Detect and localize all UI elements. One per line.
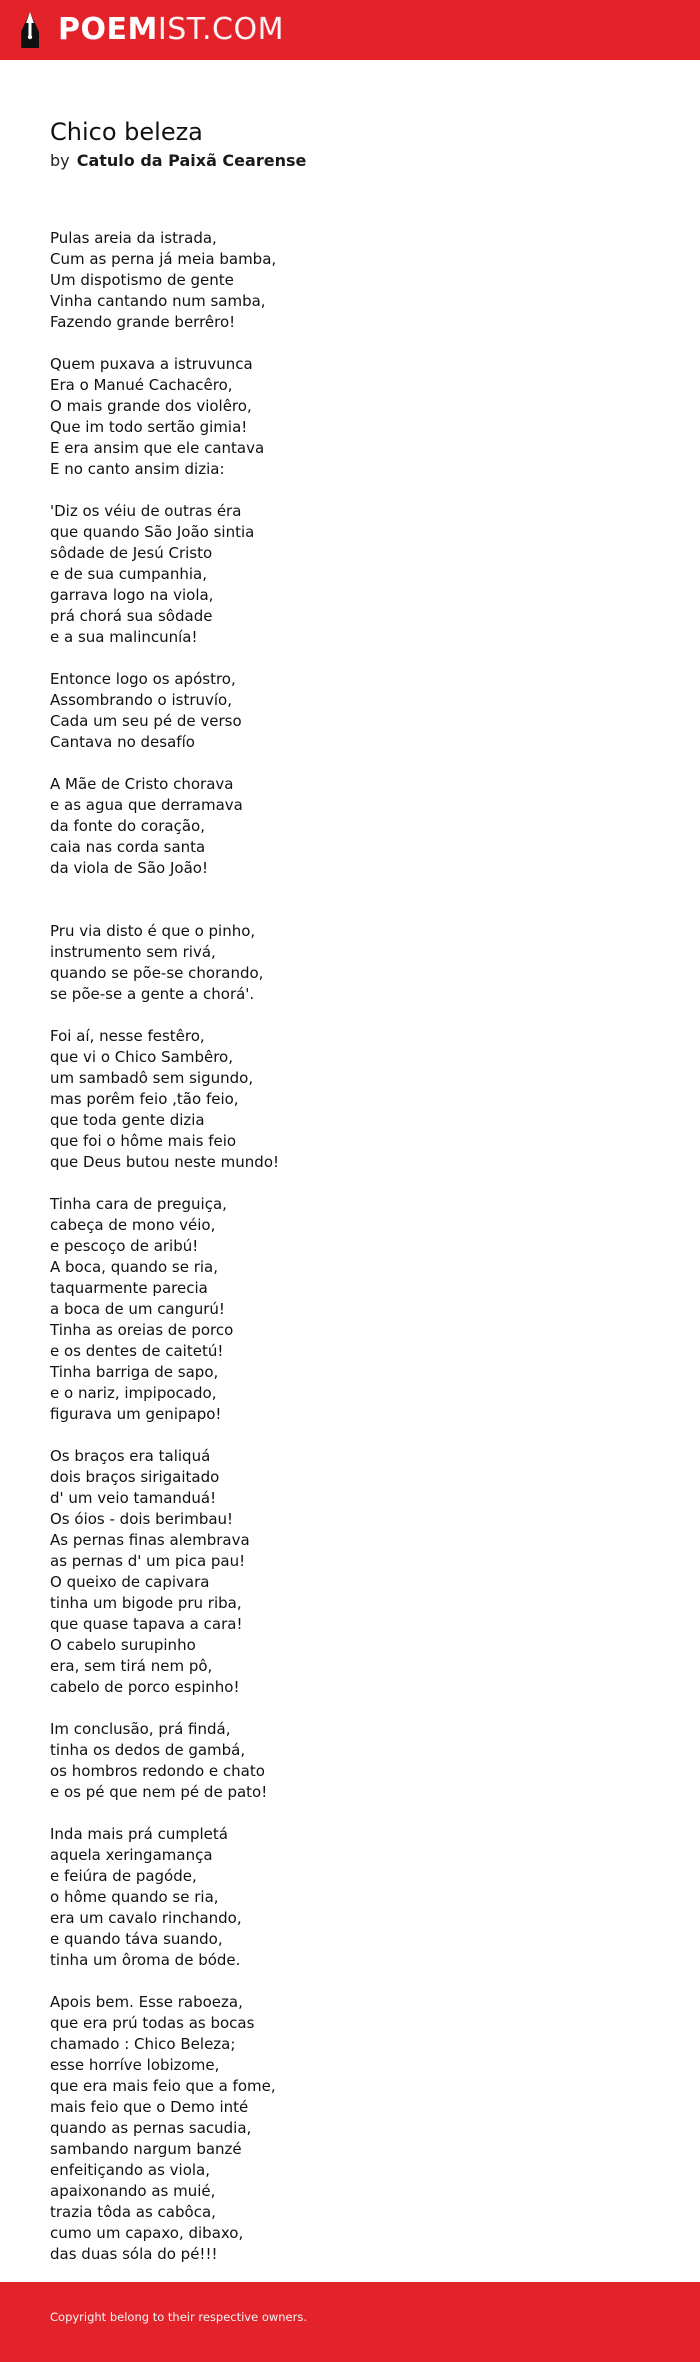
logo-text-light: IST.COM [157,12,284,47]
site-footer [0,2282,700,2362]
logo-text [58,0,284,60]
pen-nib-icon [18,10,42,50]
site-header [0,0,700,60]
copyright-text: Copyright belong to their respective owners. [50,2310,308,2324]
poem-title: Chico beleza [50,118,203,146]
poem-content [0,60,700,2282]
byline-prefix: by [50,151,70,170]
poem-byline [50,150,650,172]
poem-author-link[interactable]: Catulo da Paixã Cearense [76,151,307,170]
logo-text-bold: POEM [58,12,158,47]
poem-text: Pulas areia da istrada, Cum as perna já meia bamba, Um dispotismo de gente Vinha cantando num samba, Fazendo grande berrêro! Quem puxava a istruvunca Era o Manué Cachacêro, O mais grande dos violêro, Que im todo sertão gimia! E era ansim que ele cantava E no canto ansim dizia: 'Diz os véiu de outras éra que quando São João sintia sôdade de Jesú Cristo e de sua cumpanhia, garrava logo na viola, prá chorá sua sôdade e a sua malincunía! Entonce logo os apóstro, Assombrando o istruvío, Cada um seu pé de verso Cantava no desafío A Mãe de Cristo chorava e as agua que derramava da fonte do coração, caia nas corda santa da viola de São João! Pru via disto é que o pinho, instrumento sem rivá, quando se põe-se chorando, se põe-se a gente a chorá'. Foi aí, nesse festêro, que vi o Chico Sambêro, um sambadô sem sigundo, mas porêm feio ,tão feio, que toda gente dizia que foi o hôme mais feio que Deus butou neste mundo! Tinha cara de preguiça, cabeça de mono véio, e pescoço de aribú! A boca, quando se ria, taquarmente parecia a boca de um cangurú! Tinha as oreias de porco e os dentes de caitetú! Tinha barriga de sapo, e o nariz, impipocado, figurava um genipapo! Os braços era taliquá dois braços sirigaitado d' um veio tamanduá! Os óios - dois berimbau! As pernas finas alembrava as pernas d' um pica pau! O queixo de capivara tinha um bigode pru riba, que quase tapava a cara! O cabelo surupinho era, sem tirá nem pô, cabelo de porco espinho! Im conclusão, prá findá, tinha os dedos de gambá, os hombros redondo e chato e os pé que nem pé de pato! Inda mais prá cumpletá aquela xeringamança e feiúra de pagóde, o hôme quando se ria, era um cavalo rinchando, e quando táva suando, tinha um ôroma de bóde. Apois bem. Esse raboeza, que era prú todas as bocas chamado : Chico Beleza; esse horríve lobizome, que era mais feio que a fome, mais feio que o Demo inté quando as pernas sacudia, sambando nargum banzé enfeitiçando as viola, apaixonando as muié, trazia tôda as cabôca, cumo um capaxo, dibaxo, das duas sóla do pé!!! [50,229,280,2263]
site-logo[interactable] [18,0,284,60]
